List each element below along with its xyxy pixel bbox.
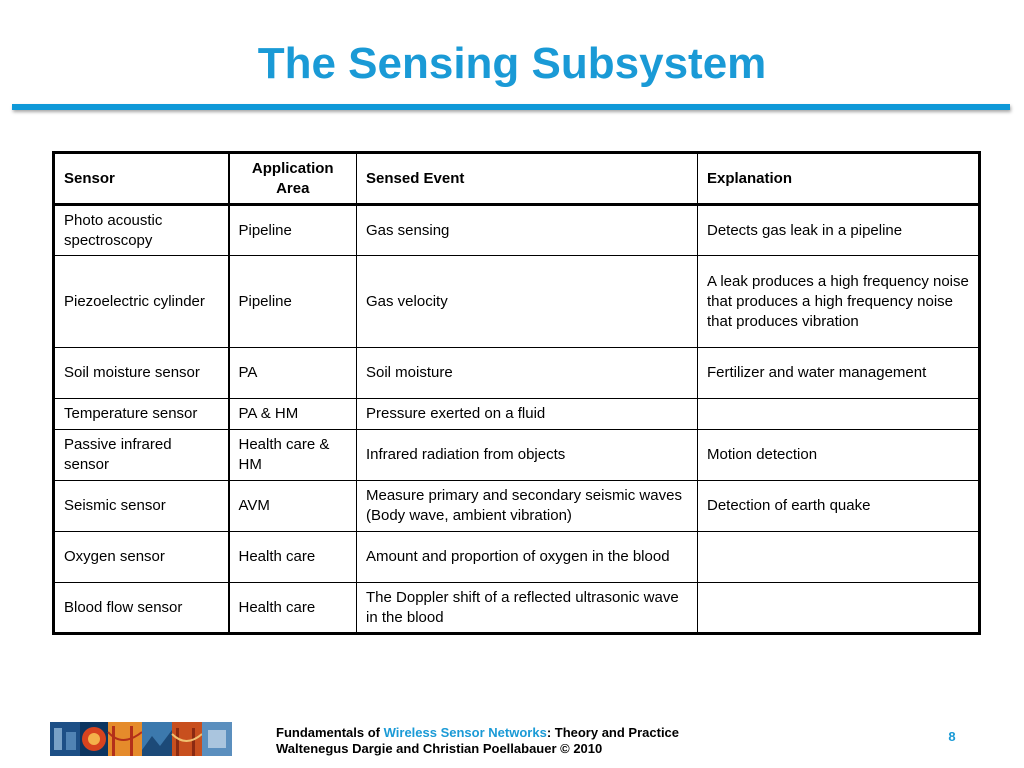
cell-explanation: Fertilizer and water management	[698, 348, 980, 399]
cell-explanation	[698, 532, 980, 583]
table-row	[54, 481, 980, 532]
table-row	[54, 399, 980, 430]
footer-citation	[276, 725, 679, 757]
page-number: 8	[948, 729, 956, 744]
footer-line-1-suffix: : Theory and Practice	[546, 725, 680, 740]
cell-application-area: Health care & HM	[229, 430, 357, 481]
header-explanation: Explanation	[698, 153, 980, 205]
footer-line-2: Waltenegus Dargie and Christian Poellabauer © 2010	[276, 741, 603, 756]
table-row	[54, 348, 980, 399]
table-row	[54, 205, 980, 256]
cell-sensed-event: Gas velocity	[357, 256, 698, 348]
cell-sensor: Soil moisture sensor	[54, 348, 229, 399]
footer-collage-image	[50, 722, 232, 756]
cell-explanation	[698, 583, 980, 634]
table-row	[54, 256, 980, 348]
cell-sensor: Photo acoustic spectroscopy	[54, 205, 229, 256]
cell-sensor: Passive infrared sensor	[54, 430, 229, 481]
table-row	[54, 532, 980, 583]
cell-sensed-event: Measure primary and secondary seismic waves (Body wave, ambient vibration)	[357, 481, 698, 532]
title-underline	[12, 104, 1010, 110]
header-sensor: Sensor	[54, 153, 229, 205]
slide-title: The Sensing Subsystem	[257, 39, 767, 88]
cell-application-area: Pipeline	[229, 205, 357, 256]
cell-application-area: Pipeline	[229, 256, 357, 348]
cell-sensed-event: Amount and proportion of oxygen in the blood	[357, 532, 698, 583]
table-row	[54, 430, 980, 481]
cell-sensed-event: The Doppler shift of a reflected ultrasonic wave in the blood	[357, 583, 698, 634]
cell-explanation: A leak produces a high frequency noise that produces a high frequency noise that produces vibration	[698, 256, 980, 348]
header-application-area: Application Area	[229, 153, 357, 205]
footer-line-1-highlight: Wireless Sensor Networks	[383, 725, 547, 740]
cell-application-area: Health care	[229, 532, 357, 583]
cell-explanation: Detects gas leak in a pipeline	[698, 205, 980, 256]
footer-collage-icon	[50, 722, 232, 756]
table-row	[54, 583, 980, 634]
cell-sensor: Oxygen sensor	[54, 532, 229, 583]
cell-application-area: PA	[229, 348, 357, 399]
cell-explanation: Motion detection	[698, 430, 980, 481]
footer-line-1	[276, 725, 679, 741]
cell-sensed-event: Gas sensing	[357, 205, 698, 256]
cell-sensor: Temperature sensor	[54, 399, 229, 430]
cell-explanation	[698, 399, 980, 430]
cell-application-area: AVM	[229, 481, 357, 532]
sensor-table	[52, 151, 981, 635]
cell-sensed-event: Soil moisture	[357, 348, 698, 399]
cell-application-area: Health care	[229, 583, 357, 634]
cell-sensed-event: Infrared radiation from objects	[357, 430, 698, 481]
cell-sensor: Seismic sensor	[54, 481, 229, 532]
cell-sensor: Piezoelectric cylinder	[54, 256, 229, 348]
footer-line-1-prefix: Fundamentals of	[276, 725, 384, 740]
cell-sensor: Blood flow sensor	[54, 583, 229, 634]
cell-application-area: PA & HM	[229, 399, 357, 430]
header-sensed-event: Sensed Event	[357, 153, 698, 205]
cell-sensed-event: Pressure exerted on a fluid	[357, 399, 698, 430]
cell-explanation: Detection of earth quake	[698, 481, 980, 532]
table-header-row	[54, 153, 980, 205]
